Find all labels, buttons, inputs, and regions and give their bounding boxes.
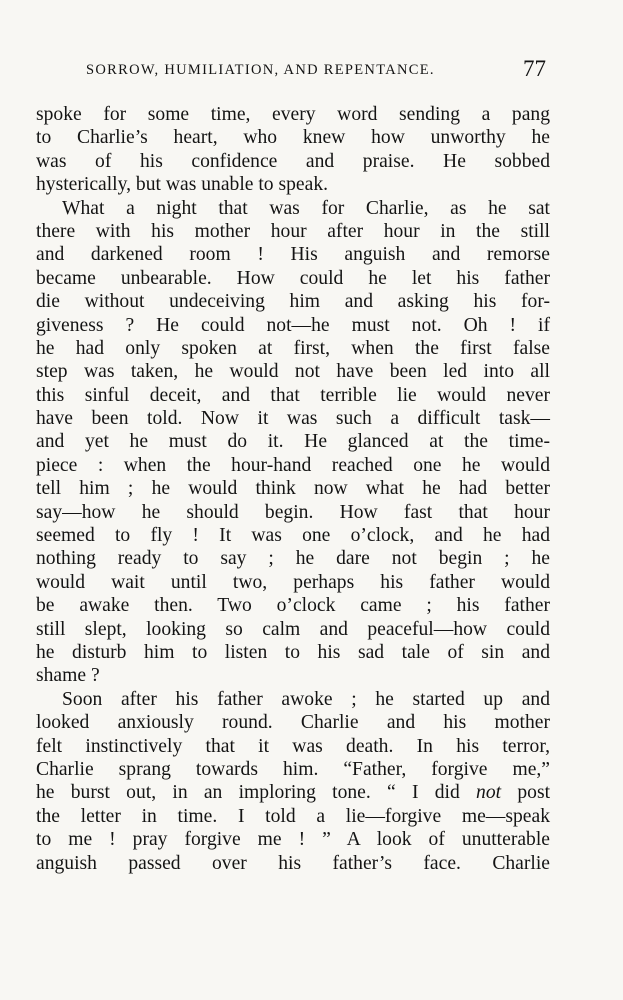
text-line: he had only spoken at first, when the first false [36, 337, 550, 359]
text-line: he disturb him to listen to his sad tale of sin and [36, 641, 550, 663]
text-line: there with his mother hour after hour in the still [36, 220, 550, 242]
text-line: still slept, looking so calm and peaceful—how could [36, 618, 550, 640]
text-line: would wait until two, perhaps his father would [36, 571, 550, 593]
text-line: he burst out, in an imploring tone. “ I did not post [36, 782, 551, 804]
text-line: looked anxiously round. Charlie and his mother [36, 712, 550, 734]
text-line: this sinful deceit, and that terrible lie would never [36, 384, 550, 406]
text-line: became unbearable. How could he let his father [36, 267, 550, 289]
text-line: What a night that was for Charlie, as he sat [62, 197, 550, 219]
text-line: piece : when the hour-hand reached one he would [36, 454, 550, 476]
text-line: shame ? [36, 665, 100, 687]
text-line: have been told. Now it was such a difficult task— [36, 408, 550, 430]
running-head [86, 56, 546, 86]
page-number: 77 [523, 56, 546, 81]
text-line: and yet he must do it. He glanced at the time- [36, 431, 550, 453]
text-line: tell him ; he would think now what he had better [36, 478, 550, 500]
text-line: die without undeceiving him and asking his for- [36, 291, 550, 313]
body-text [36, 103, 550, 875]
emphasized-word: not [476, 782, 502, 804]
text-line: to Charlie’s heart, who knew how unworthy he [36, 127, 550, 149]
text-line: say—how he should begin. How fast that hour [36, 501, 550, 523]
text-line: nothing ready to say ; he dare not begin ; he [36, 548, 550, 570]
text-line: to me ! pray forgive me ! ” A look of unutterable [36, 829, 550, 851]
text-line: giveness ? He could not—he must not. Oh ! if [36, 314, 550, 336]
text-line: was of his confidence and praise. He sobbed [36, 150, 550, 172]
text-line: hysterically, but was unable to speak. [36, 174, 329, 196]
text-line: Charlie sprang towards him. “Father, forgive me,” [36, 758, 550, 780]
text-line: spoke for some time, every word sending a pang [36, 104, 550, 125]
text-line: seemed to fly ! It was one o’clock, and he had [36, 525, 550, 547]
text-line: step was taken, he would not have been led into all [36, 361, 550, 383]
text-line: be awake then. Two o’clock came ; his father [36, 595, 550, 617]
text-line: felt instinctively that it was death. In his terror, [36, 735, 550, 757]
text-line: and darkened room ! His anguish and remorse [36, 244, 550, 266]
text-line: anguish passed over his father’s face. Charlie [36, 852, 550, 874]
running-title: SORROW, HUMILIATION, AND REPENTANCE. [86, 62, 435, 78]
text-line: Soon after his father awoke ; he started up and [62, 688, 550, 710]
text-line: the letter in time. I told a lie—forgive me—speak [36, 805, 550, 827]
